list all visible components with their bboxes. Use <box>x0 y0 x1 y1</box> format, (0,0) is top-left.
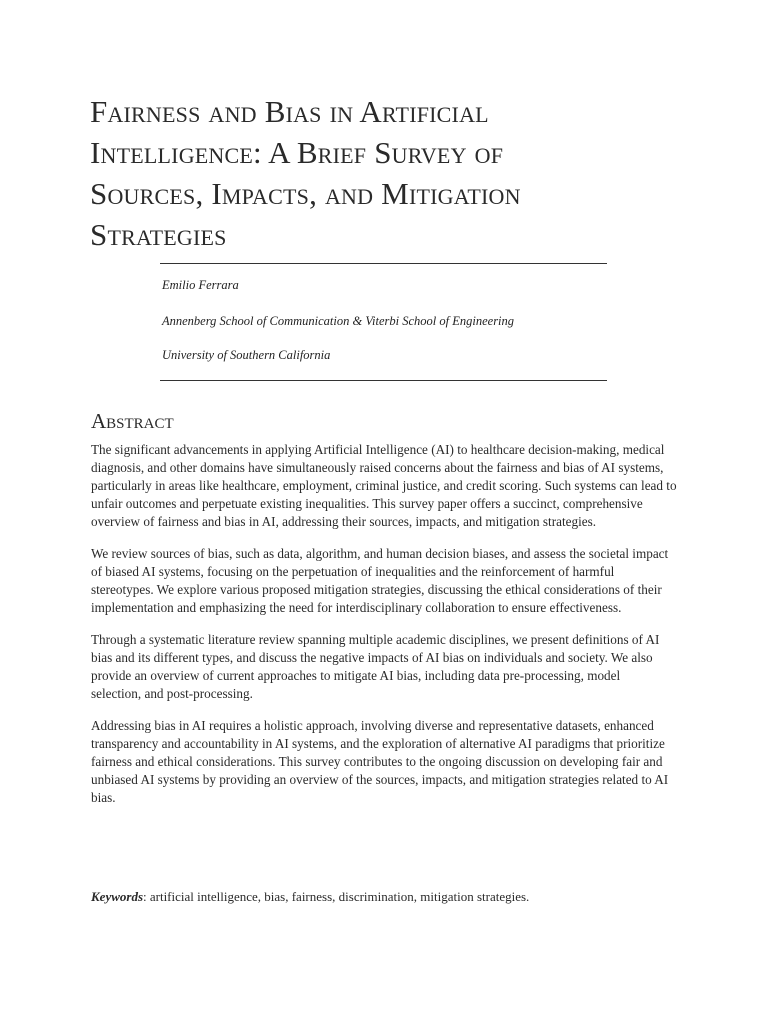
text-line: unbiased AI systems by providing an overview of the sources, impacts, and mitigation strategies related to AI <box>91 772 669 787</box>
text-line: bias. <box>91 790 116 805</box>
text-line: implementation and emphasizing the need for interdisciplinary collaboration to ensure effectiveness. <box>91 600 622 615</box>
header-rule-top <box>160 263 607 264</box>
text-line: bias and its different types, and discuss the negative impacts of AI bias on individuals and society. We also <box>91 650 653 665</box>
text-line: particularly in areas like healthcare, employment, criminal justice, and credit scoring. Such systems can lead to <box>91 478 677 493</box>
abstract-paragraph <box>91 717 681 807</box>
title-line: Fairness and Bias in Artificial <box>90 94 489 129</box>
text-line: of biased AI systems, focusing on the perpetuation of inequalities and the reinforcement of harmful <box>91 564 615 579</box>
text-line: unfair outcomes and perpetuate existing inequalities. This survey paper offers a succinct, comprehensive <box>91 496 643 511</box>
text-line: The significant advancements in applying Artificial Intelligence (AI) to healthcare decision-making, medical <box>91 442 665 457</box>
text-line: diagnosis, and other domains have simultaneously raised concerns about the fairness and bias of AI systems, <box>91 460 664 475</box>
keywords-label: Keywords <box>91 889 143 904</box>
keywords-line <box>91 889 529 905</box>
keywords-text: : artificial intelligence, bias, fairness, discrimination, mitigation strategies. <box>143 889 530 904</box>
author-name: Emilio Ferrara <box>162 278 239 292</box>
text-line: Addressing bias in AI requires a holistic approach, involving diverse and representative datasets, enhanced <box>91 718 654 733</box>
abstract-paragraph <box>91 441 681 531</box>
text-line: selection, and post-processing. <box>91 686 253 701</box>
text-line: We review sources of bias, such as data, algorithm, and human decision biases, and assess the societal impact <box>91 546 669 561</box>
text-line: transparency and accountability in AI systems, and the exploration of alternative AI paradigms that prioritize <box>91 736 665 751</box>
text-line: provide an overview of current approaches to mitigate AI bias, including data pre-processing, model <box>91 668 621 683</box>
paper-title <box>90 91 690 255</box>
text-line: stereotypes. We explore various proposed mitigation strategies, discussing the ethical considerations of their <box>91 582 662 597</box>
author-university: University of Southern California <box>162 348 331 362</box>
header-rule-bottom <box>160 380 607 381</box>
abstract-paragraph <box>91 545 681 617</box>
title-line: Intelligence: A Brief Survey of <box>90 135 504 170</box>
text-line: Through a systematic literature review spanning multiple academic disciplines, we present definitions of AI <box>91 632 660 647</box>
title-line: Strategies <box>90 217 227 252</box>
title-line: Sources, Impacts, and Mitigation <box>90 176 521 211</box>
abstract-paragraph <box>91 631 681 703</box>
text-line: overview of fairness and bias in AI, addressing their sources, impacts, and mitigation strategies. <box>91 514 597 529</box>
abstract-body <box>91 441 681 821</box>
text-line: fairness and ethical considerations. This survey contributes to the ongoing discussion on developing fair and <box>91 754 663 769</box>
author-affiliation: Annenberg School of Communication & Viterbi School of Engineering <box>162 314 515 328</box>
abstract-heading: Abstract <box>91 409 174 433</box>
